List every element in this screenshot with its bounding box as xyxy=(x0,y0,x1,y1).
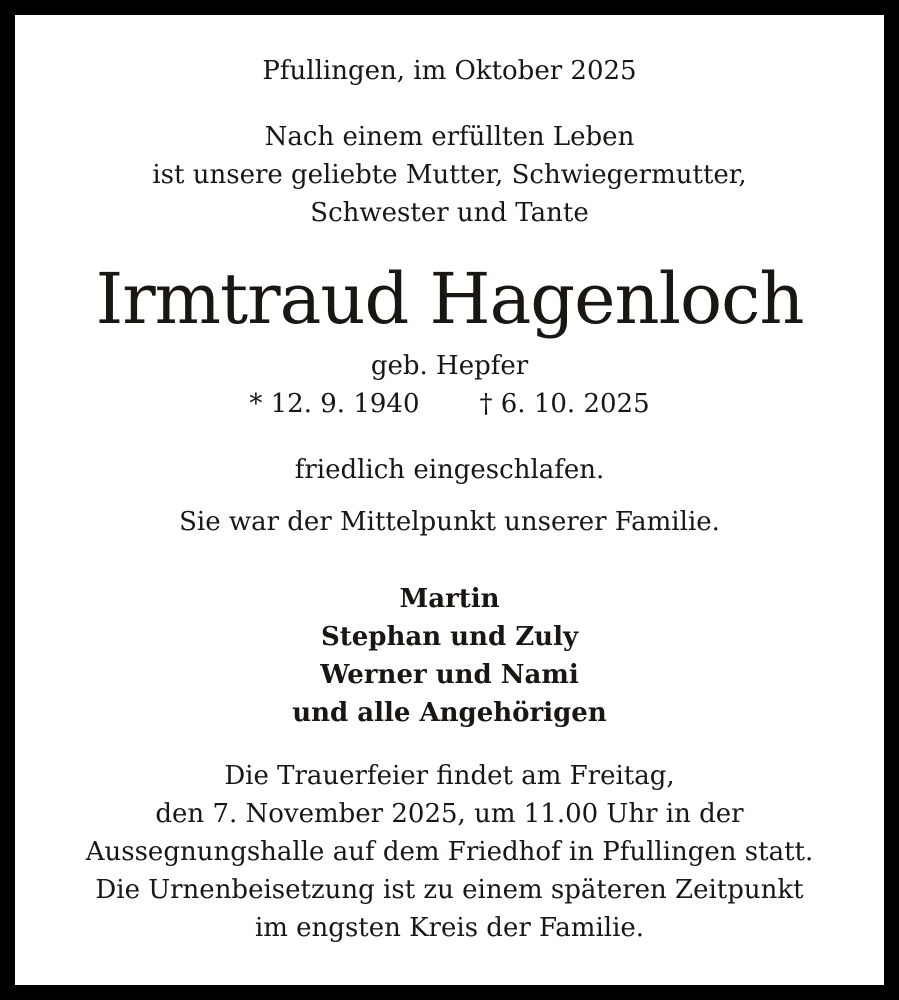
life-dates xyxy=(15,386,884,422)
service-line-5: im engsten Kreis der Familie. xyxy=(254,913,645,943)
birth-date: * 12. 9. 1940 xyxy=(249,389,420,419)
death-date: † 6. 10. 2025 xyxy=(479,389,650,419)
intro-line-2: ist unsere geliebte Mutter, Schwiegermutter, xyxy=(152,160,747,190)
service-line-2: den 7. November 2025, um 11.00 Uhr in der xyxy=(155,799,744,829)
intro-line-3: Schwester und Tante xyxy=(310,198,589,228)
obituary-notice xyxy=(15,15,884,985)
mourner-2: Stephan und Zuly xyxy=(320,622,579,652)
place-date: Pfullingen, im Oktober 2025 xyxy=(262,56,637,86)
passed-text: friedlich eingeschlafen. xyxy=(294,455,605,485)
maiden-name: geb. Hepfer xyxy=(370,351,529,381)
tribute-text: Sie war der Mittelpunkt unserer Familie. xyxy=(179,507,720,537)
deceased-name: Irmtraud Hagenloch xyxy=(95,258,804,340)
service-line-3: Aussegnungshalle auf dem Friedhof in Pfullingen statt. xyxy=(85,837,814,867)
mourner-4: und alle Angehörigen xyxy=(292,698,607,728)
service-line-1: Die Trauerfeier findet am Freitag, xyxy=(224,761,675,791)
intro-line-1: Nach einem erfüllten Leben xyxy=(264,122,635,152)
mourner-1: Martin xyxy=(399,584,500,614)
mourner-3: Werner und Nami xyxy=(320,660,579,690)
service-line-4: Die Urnenbeisetzung ist zu einem späteren Zeitpunkt xyxy=(95,875,804,905)
